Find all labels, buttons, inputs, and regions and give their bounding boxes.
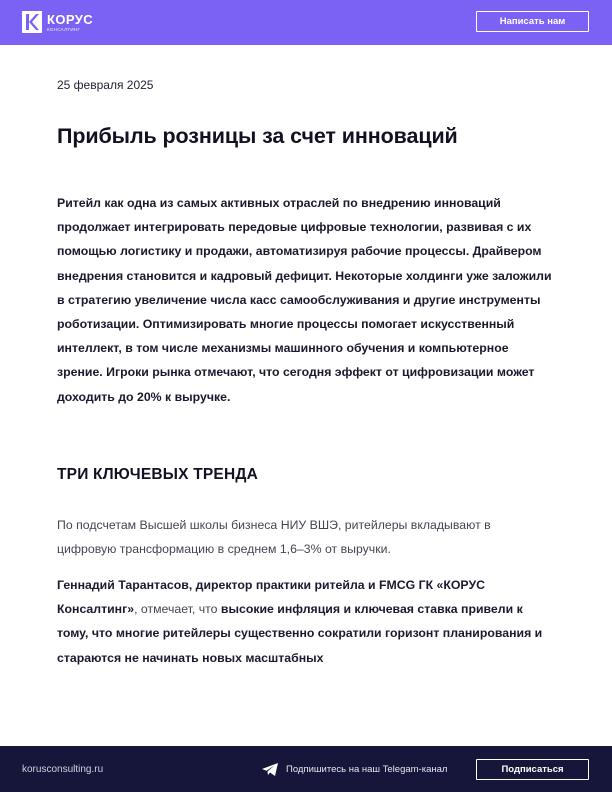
korus-logo[interactable] xyxy=(22,11,93,33)
quote-text: высокие инфляция и ключевая ставка привели к тому, что многие ритейлеры существенно сократили горизонт планирования и стараются не начинать новых масштабных xyxy=(57,602,543,665)
korus-logo-icon xyxy=(22,11,42,33)
site-header xyxy=(0,0,612,45)
subscribe-button[interactable]: Подписаться xyxy=(476,759,589,780)
logo-subtext: КОНСАЛТИНГ xyxy=(47,26,81,32)
section-heading: ТРИ КЛЮЧЕВЫХ ТРЕНДА xyxy=(57,466,258,483)
article-lead: Ритейл как одна из самых активных отраслей по внедрению инноваций продолжает интегрировать передовые цифровые технологии, развивая с их помощью логистику и продажи, автоматизируя рабочие процессы. Драйвером внедрения становится и кадровый дефицит. Некоторые холдинги уже заложили в стратегию увеличение числа касс самообслуживания и другие инструменты роботизации. Оптимизировать многие процессы помогает искусственный интеллект, в том числе механизмы машинного обучения и компьютерное зрение. Игроки рынка отмечают, что сегодня эффект от цифровизации может доходить до 20% к выручке. xyxy=(57,196,552,404)
paragraph-1: По подсчетам Высшей школы бизнеса НИУ ВШЭ, ритейлеры вкладывают в цифровую трансформацию в среднем 1,6–3% от выручки. xyxy=(57,518,491,557)
speaker-name: Геннадий Тарантасов, директор практики ритейла и FMCG ГК «КОРУС Консалтинг» xyxy=(57,578,485,617)
article-date: 25 февраля 2025 xyxy=(57,78,154,92)
logo-text: КОРУС xyxy=(47,11,94,27)
site-footer xyxy=(0,746,612,792)
article-title: Прибыль розницы за счет инноваций xyxy=(57,124,458,148)
footer-site-link[interactable]: korusconsulting.ru xyxy=(22,764,104,775)
telegram-subscribe-text[interactable]: Подпишитесь на наш Telegam-канал xyxy=(286,764,448,775)
telegram-icon[interactable] xyxy=(262,763,278,776)
paragraph-2 xyxy=(57,573,557,670)
connector-text: , отмечает, что xyxy=(134,602,221,617)
contact-button[interactable]: Написать нам xyxy=(476,11,589,32)
